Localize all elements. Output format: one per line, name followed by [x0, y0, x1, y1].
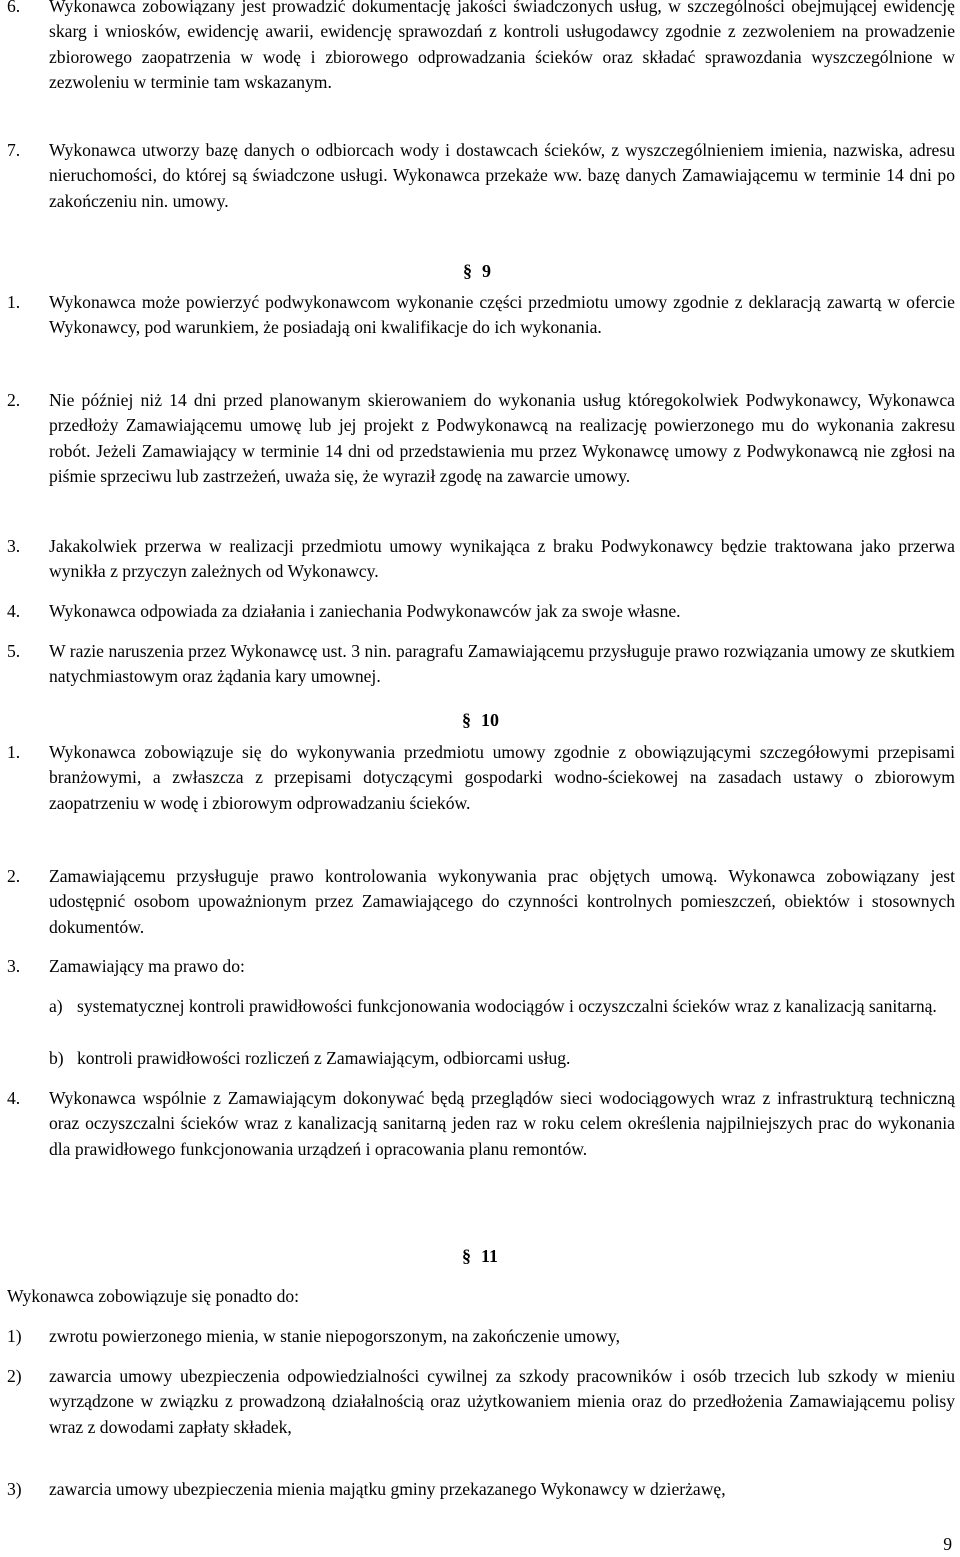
item-text: Wykonawca wspólnie z Zamawiającym dokonywać będą przeglądów sieci wodociągowych wraz z infrastrukturą techniczną oraz oczyszczalni ścieków wraz z kanalizacją sanitarną jeden raz w roku celem określenia najpilniejszych prac do wykonania dla prawidłowego funkcjonowania urządzeń i opracowania planu remontów. — [49, 1088, 955, 1159]
section-heading-10: § 10 — [462, 710, 499, 730]
sec10-subitem-a — [7, 994, 955, 1019]
sec10-item-1 — [7, 740, 955, 816]
item-number: 1) — [7, 1326, 22, 1346]
item-number: 3. — [7, 956, 21, 976]
item-text: Nie później niż 14 dni przed planowanym skierowaniem do wykonania usług któregokolwiek Podwykonawcy, Wykonawca przedłoży Zamawiającemu umowę lub jej projekt z Podwykonawcą na realizację powierzonego mu do wykonania zakresu robót. Jeżeli Zamawiający w terminie 14 dni od przedstawienia mu przez Wykonawcę umowy z Podwykonawcą nie zgłosi na piśmie sprzeciwu lub zastrzeżeń, uważa się, że wyraził zgodę na zawarcie umowy. — [49, 390, 955, 486]
item-text: W razie naruszenia przez Wykonawcę ust. 3 nin. paragrafu Zamawiającemu przysługuje prawo rozwiązania umowy ze skutkiem natychmiastowym oraz żądania kary umownej. — [49, 641, 955, 687]
item-text: Wykonawca może powierzyć podwykonawcom wykonanie części przedmiotu umowy zgodnie z deklaracją zawartą w ofercie Wykonawcy, pod warunkiem, że posiadają oni kwalifikacje do ich wykonania. — [49, 292, 955, 338]
item-text: Zamawiającemu przysługuje prawo kontrolowania wykonywania prac objętych umową. Wykonawca zobowiązany jest udostępnić osobom upoważnionym przez Zamawiającego do czynności kontrolnych pomieszczeń, obiektów i stosownych dokumentów. — [49, 866, 955, 937]
sec9-item-3 — [7, 534, 955, 585]
sec9-item-4 — [7, 599, 955, 624]
section-heading-9: § 9 — [463, 261, 491, 281]
item-number: 1. — [7, 742, 21, 762]
item-text: zawarcia umowy ubezpieczenia mienia majątku gminy przekazanego Wykonawcy w dzierżawę, — [49, 1479, 726, 1499]
item-text: Wykonawca zobowiązuje się do wykonywania przedmiotu umowy zgodnie z obowiązującymi szczegółowymi przepisami branżowymi, a zwłaszcza z przepisami dotyczącymi gospodarki wodno-ściekowej na zasadach ustawy o zbiorowym zaopatrzeniu w wodę i zbiorowym odprowadzaniu ścieków. — [49, 742, 955, 813]
item-number: 1. — [7, 292, 21, 312]
sec11-item-3 — [7, 1477, 955, 1502]
subitem-text: systematycznej kontroli prawidłowości funkcjonowania wodociągów i oczyszczalni ścieków wraz z kanalizacją sanitarną. — [77, 996, 937, 1016]
item-text: Wykonawca utworzy bazę danych o odbiorcach wody i dostawcach ścieków, z wyszczególnieniem imienia, nazwiska, adresu nieruchomości, do której są świadczone usługi. Wykonawca przekaże ww. bazę danych Zamawiającemu w terminie 14 dni po zakończeniu nin. umowy. — [49, 140, 955, 211]
item-number: 3) — [7, 1479, 22, 1499]
sec11-intro: Wykonawca zobowiązuje się ponadto do: — [7, 1286, 300, 1306]
item-7 — [7, 138, 955, 214]
item-text: Wykonawca zobowiązany jest prowadzić dokumentację jakości świadczonych usług, w szczególności obejmującej ewidencję skarg i wniosków, ewidencję awarii, ewidencję sprawozdań z kontroli usługodawcy zgodnie z zezwoleniem na prowadzenie zbiorowego zaopatrzenia w wodę i zbiorowego odprowadzania ścieków oraz składać sprawozdania wyszczególnione w zezwoleniu w terminie tam wskazanym. — [49, 0, 955, 92]
item-number: 6. — [7, 0, 21, 16]
sec11-item-2 — [7, 1364, 955, 1440]
section-heading-11: § 11 — [462, 1246, 499, 1266]
sec10-item-2 — [7, 864, 955, 940]
sec10-subitem-b — [7, 1046, 955, 1071]
item-text: Jakakolwiek przerwa w realizacji przedmiotu umowy wynikająca z braku Podwykonawcy będzie traktowana jako przerwa wynikła z przyczyn zależnych od Wykonawcy. — [49, 536, 955, 582]
item-6 — [7, 0, 955, 95]
item-text: Wykonawca odpowiada za działania i zaniechania Podwykonawców jak za swoje własne. — [49, 601, 681, 621]
sec11-item-1 — [7, 1324, 955, 1349]
sec10-item-3 — [7, 954, 955, 979]
item-number: 7. — [7, 140, 21, 160]
item-text: zawarcia umowy ubezpieczenia odpowiedzialności cywilnej za szkody pracowników i osób trzecich lub szkody w mieniu wyrządzone w związku z prowadzoną działalnością oraz użytkowaniem mienia oraz do przedłożenia Zamawiającemu polisy wraz z dowodami zapłaty składek, — [49, 1366, 955, 1437]
item-number: 3. — [7, 536, 21, 556]
subitem-text: kontroli prawidłowości rozliczeń z Zamawiającym, odbiorcami usług. — [77, 1048, 571, 1068]
sec9-item-5 — [7, 639, 955, 690]
item-number: 2) — [7, 1366, 22, 1386]
page-number: 9 — [943, 1534, 952, 1554]
sec10-item-4 — [7, 1086, 955, 1162]
item-number: 4. — [7, 601, 21, 621]
item-number: 5. — [7, 641, 21, 661]
item-number: 4. — [7, 1088, 21, 1108]
item-number: 2. — [7, 866, 21, 886]
sec9-item-2 — [7, 388, 955, 489]
subitem-letter: b) — [49, 1048, 64, 1068]
item-text: zwrotu powierzonego mienia, w stanie niepogorszonym, na zakończenie umowy, — [49, 1326, 620, 1346]
sec9-item-1 — [7, 290, 955, 341]
subitem-letter: a) — [49, 996, 63, 1016]
item-number: 2. — [7, 390, 21, 410]
item-text: Zamawiający ma prawo do: — [49, 956, 245, 976]
